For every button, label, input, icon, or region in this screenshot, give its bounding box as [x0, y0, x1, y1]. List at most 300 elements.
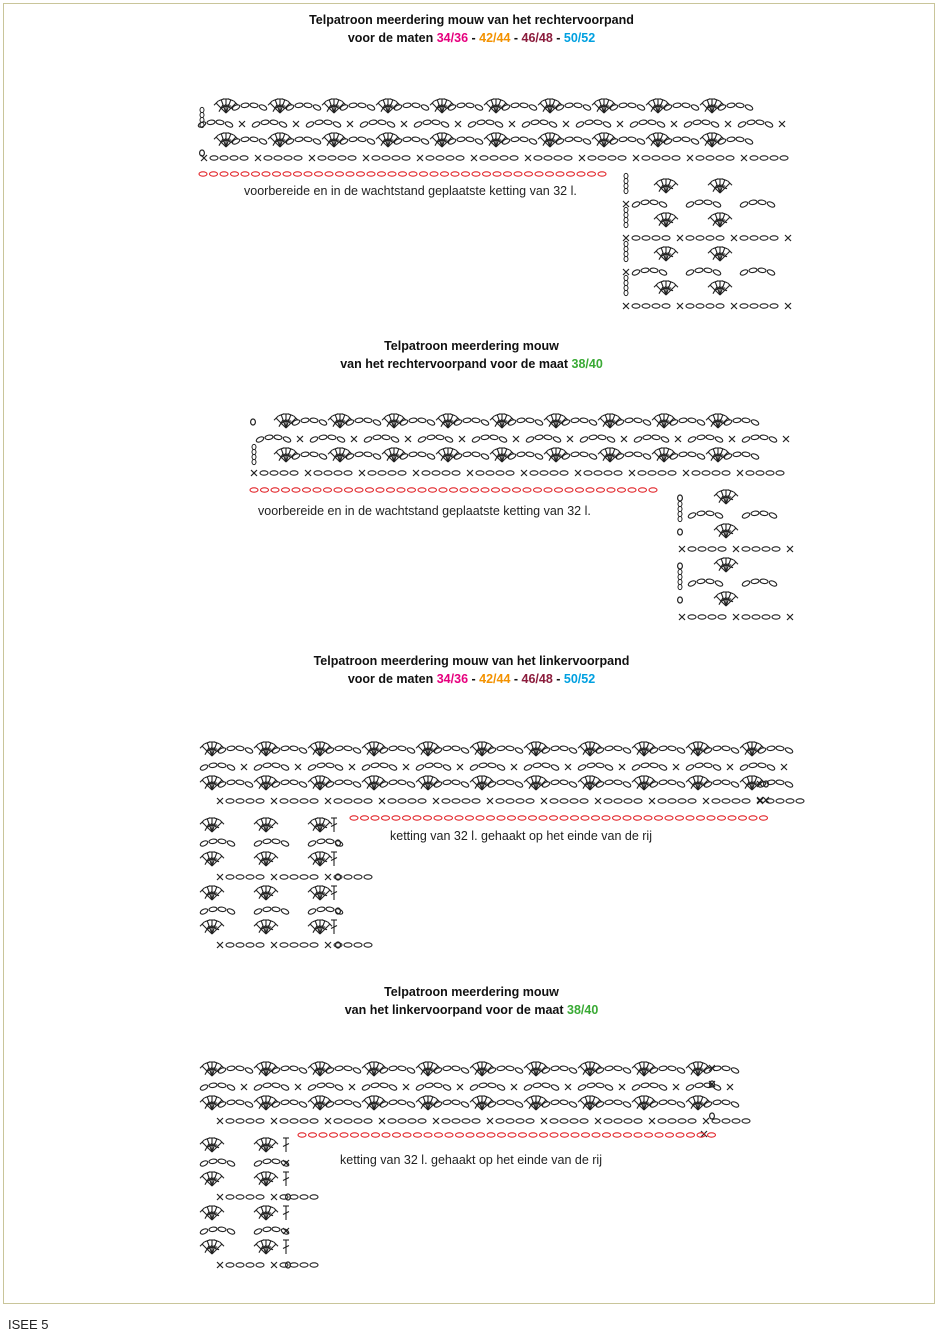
chart1-symbol: [760, 156, 768, 160]
chart2-symbol: [534, 419, 543, 427]
chart4-symbol: [443, 1100, 452, 1106]
chart2-symbol: [571, 452, 580, 458]
chart1-symbol: [231, 104, 240, 112]
chart2-symbol: [687, 436, 696, 444]
chart3-symbol: [413, 816, 421, 820]
chart2-symbol: [399, 419, 408, 427]
chart3-symbol: [325, 781, 334, 789]
chart3-symbol: [281, 746, 290, 752]
chart4-symbol: [424, 1133, 432, 1137]
chart4-symbol: [310, 1263, 318, 1267]
chart2-symbol: [345, 488, 353, 492]
chart1-symbol: [466, 103, 475, 109]
chart3-symbol: [541, 781, 550, 789]
chart1-symbol: [624, 217, 628, 222]
chart3-symbol: [280, 764, 289, 772]
chart2-symbol: [364, 452, 373, 458]
chart1-symbol: [210, 172, 218, 176]
chart3-symbol: [317, 763, 326, 769]
chart1-symbol: [241, 137, 250, 143]
chart2-symbol: [301, 452, 310, 458]
chart2-symbol: [544, 488, 552, 492]
chart2-symbol: [729, 566, 733, 567]
chart1-symbol: [574, 103, 583, 109]
chart4-symbol: [272, 1083, 281, 1089]
chart4-symbol: [497, 1066, 506, 1072]
chart2-symbol: [530, 471, 538, 475]
chart1-symbol: [740, 304, 748, 308]
chart4-symbol: [415, 1084, 424, 1092]
chart1-symbol: [315, 172, 323, 176]
chart1-symbol: [456, 156, 464, 160]
chart1-symbol: [392, 156, 400, 160]
chart2-symbol: [364, 418, 373, 424]
chart1-symbol: [378, 120, 387, 126]
chart2-symbol: [334, 488, 342, 492]
chart1-symbol: [274, 156, 282, 160]
chart3-symbol: [209, 907, 218, 913]
chart4-symbol: [668, 1100, 677, 1106]
chart4-symbol: [310, 1195, 318, 1199]
chart1-symbol: [750, 304, 758, 308]
chart4-symbol: [307, 1084, 316, 1092]
chart1-symbol: [636, 104, 645, 112]
chart1-symbol: [546, 172, 554, 176]
chart1-symbol: [509, 121, 515, 127]
chart4-symbol: [577, 1084, 586, 1092]
chart2-symbol: [260, 471, 268, 475]
chart1-symbol: [624, 256, 628, 261]
chart1-symbol: [378, 172, 386, 176]
chart3-symbol: [418, 799, 426, 803]
chart3-symbol: [749, 763, 758, 769]
chart2-symbol: [708, 615, 716, 619]
chart2-symbol: [324, 488, 332, 492]
chart3-symbol: [344, 875, 352, 879]
chart4-symbol: [209, 1083, 218, 1089]
chart4-symbol: [298, 1101, 307, 1109]
chart1-symbol: [511, 103, 520, 109]
chart4-symbol: [634, 1119, 642, 1123]
chart1-symbol: [555, 104, 564, 112]
chart2-symbol: [586, 488, 594, 492]
chart2-symbol: [560, 471, 568, 475]
chart4-symbol: [371, 1083, 380, 1089]
chart1-symbol: [359, 121, 368, 129]
chart1-symbol: [582, 138, 591, 146]
chart4-symbol: [226, 1263, 234, 1267]
chart2-symbol: [634, 418, 643, 424]
chart1-symbol: [749, 268, 758, 274]
chart2-symbol: [634, 452, 643, 458]
separator: -: [468, 672, 480, 686]
chart4-symbol: [372, 1133, 380, 1137]
chart3-symbol: [307, 840, 316, 848]
chart3-symbol: [310, 799, 318, 803]
chart3-symbol: [280, 799, 288, 803]
chart3-symbol: [712, 764, 721, 772]
chart1-symbol: [528, 104, 537, 112]
chart4-symbol: [434, 1083, 443, 1089]
chart2-symbol: [714, 512, 723, 520]
chart2-symbol: [669, 453, 678, 461]
chart4-symbol: [666, 1133, 674, 1137]
chart1-symbol: [451, 172, 459, 176]
chart3-symbol: [595, 747, 604, 755]
chart4-symbol: [452, 1066, 461, 1072]
chart1-symbol: [363, 155, 369, 161]
size-label-50-52: 50/52: [563, 672, 596, 686]
chart4-symbol: [533, 1083, 542, 1089]
chart1-symbol: [641, 200, 650, 206]
chart3-symbol: [389, 746, 398, 752]
chart4-symbol: [580, 1119, 588, 1123]
chart1-symbol: [633, 155, 639, 161]
chart3-symbol: [718, 816, 726, 820]
chart3-symbol: [350, 816, 358, 820]
chart1-symbol: [304, 172, 312, 176]
chart1-symbol: [739, 269, 748, 277]
chart2-symbol: [618, 488, 626, 492]
chart2-symbol: [766, 471, 774, 475]
chart4-symbol: [634, 1133, 642, 1137]
chart1-symbol: [706, 156, 714, 160]
chart3-symbol: [760, 816, 768, 820]
chart1-symbol: [624, 275, 628, 280]
chart1-symbol: [207, 120, 216, 126]
chart1-symbol: [747, 120, 756, 126]
chart2-symbol: [565, 488, 573, 492]
chart1-symbol: [388, 172, 396, 176]
chart1-symbol: [669, 187, 673, 188]
chart1-symbol: [262, 172, 270, 176]
chart4-symbol: [380, 1083, 389, 1089]
chart1-symbol: [624, 290, 628, 295]
chart1-symbol: [609, 138, 618, 146]
chart4-symbol: [687, 1133, 695, 1137]
chart4-symbol: [398, 1066, 407, 1072]
chart3-symbol: [577, 764, 586, 772]
chart2-symbol: [696, 453, 705, 461]
chart1-symbol: [412, 137, 421, 143]
chart4-symbol: [645, 1133, 653, 1137]
chart2-symbol: [750, 453, 759, 461]
chart3-symbol: [300, 799, 308, 803]
chart4-symbol: [263, 1227, 272, 1233]
chart1-symbol: [693, 120, 702, 126]
chart4-symbol: [269, 1180, 273, 1181]
chart4-symbol: [389, 1066, 398, 1072]
chart3-symbol: [323, 894, 327, 895]
chart1-symbol: [663, 138, 672, 146]
chart4-symbol: [678, 1119, 686, 1123]
chart3-symbol: [551, 746, 560, 752]
chart3-symbol: [587, 763, 596, 769]
chart2-symbol: [502, 488, 510, 492]
chart2-symbol: [678, 584, 682, 589]
chart3-symbol: [649, 747, 658, 755]
chart1-symbol: [231, 138, 240, 146]
chart1-symbol: [624, 241, 628, 246]
chart3-symbol: [623, 816, 631, 820]
chart1-symbol: [736, 137, 745, 143]
chart4-symbol: [477, 1133, 485, 1137]
chart1-symbol: [696, 236, 704, 240]
chart1-symbol: [598, 172, 606, 176]
chart3-symbol: [712, 799, 720, 803]
chart1-symbol: [324, 120, 333, 126]
chart3-symbol: [217, 747, 226, 755]
chart2-symbol: [760, 511, 769, 517]
chart3-symbol: [526, 799, 534, 803]
chart1-symbol: [447, 104, 456, 112]
chart3-symbol: [506, 746, 515, 752]
chart4-symbol: [592, 1133, 600, 1137]
chart1-symbol: [534, 156, 542, 160]
chart3-symbol: [514, 747, 523, 755]
chart1-symbol: [696, 304, 704, 308]
chart3-symbol: [514, 781, 523, 789]
chart4-symbol: [433, 1101, 442, 1109]
chart1-symbol: [624, 280, 628, 285]
chart1-symbol: [501, 138, 510, 146]
chart1-symbol: [564, 156, 572, 160]
chart3-symbol: [487, 781, 496, 789]
chart3-symbol: [713, 780, 722, 786]
chart2-symbol: [292, 488, 300, 492]
chart1-symbol: [725, 121, 731, 127]
chart1-symbol: [717, 138, 726, 146]
chart3-symbol: [533, 763, 542, 769]
chart4-symbol: [703, 1118, 709, 1124]
chart2-symbol: [678, 579, 682, 584]
separator: -: [510, 31, 522, 45]
chart4-symbol: [335, 1066, 344, 1072]
chart3-symbol: [352, 781, 361, 789]
chart3-symbol: [676, 816, 684, 820]
chart4-symbol: [442, 1119, 450, 1123]
chart4-symbol: [560, 1066, 569, 1072]
chart2-symbol: [668, 471, 676, 475]
chart3-symbol: [269, 928, 273, 929]
chart2-symbol: [409, 452, 418, 458]
chart2-symbol: [752, 615, 760, 619]
chart2-symbol: [760, 579, 769, 585]
chart4-symbol: [685, 1084, 694, 1092]
chart1-symbol: [417, 155, 423, 161]
chart4-title-prefix: van het linkervoorpand voor de maat: [344, 1003, 567, 1017]
chart2-symbol: [729, 498, 733, 499]
separator: -: [468, 31, 480, 45]
chart3-symbol: [658, 764, 667, 772]
chart4-symbol: [272, 1159, 281, 1165]
chart1-symbol: [240, 156, 248, 160]
chart1-symbol: [386, 121, 395, 129]
chart1-symbol: [318, 156, 326, 160]
chart3-symbol: [226, 908, 235, 916]
chart2-symbol: [426, 419, 435, 427]
chart3-symbol: [443, 746, 452, 752]
chart1-symbol: [623, 303, 629, 309]
chart3-symbol: [551, 780, 560, 786]
chart1-symbol: [585, 120, 594, 126]
chart2-symbol: [372, 453, 381, 461]
chart2-symbol: [413, 470, 419, 476]
chart2-symbol: [714, 436, 723, 444]
chart4-symbol: [244, 1101, 253, 1109]
chart2-symbol: [535, 435, 544, 441]
chart3-title-line2: [0, 670, 943, 688]
chart4-symbol: [456, 1133, 464, 1137]
chart1-symbol: [273, 172, 281, 176]
chart4-symbol: [605, 1100, 614, 1106]
chart4-symbol: [519, 1133, 527, 1137]
chart3-symbol: [571, 816, 579, 820]
chart2-symbol: [345, 419, 354, 427]
chart4-symbol: [300, 1119, 308, 1123]
chart1-symbol: [447, 138, 456, 146]
chart4-symbol: [582, 1133, 590, 1137]
chart1-symbol: [682, 137, 691, 143]
chart1-symbol: [766, 201, 775, 209]
chart3-symbol: [281, 780, 290, 786]
chart3-symbol: [550, 799, 558, 803]
chart2-symbol: [678, 495, 683, 501]
chart2-symbol: [633, 436, 642, 444]
size-label-34-36: 34/36: [436, 31, 469, 45]
chart3-symbol: [508, 816, 516, 820]
chart3-symbol: [263, 839, 272, 845]
chart3-symbol: [364, 875, 372, 879]
chart1-symbol: [716, 156, 724, 160]
chart2-symbol: [408, 488, 416, 492]
chart1-symbol: [285, 138, 294, 146]
chart3-symbol: [379, 798, 385, 804]
chart3-symbol: [424, 816, 432, 820]
chart4-symbol: [649, 1067, 658, 1075]
chart2-symbol: [678, 511, 682, 516]
chart1-symbol: [477, 120, 486, 126]
chart1-symbol: [588, 172, 596, 176]
chart3-symbol: [487, 747, 496, 755]
chart4-symbol: [217, 1262, 223, 1268]
chart3-symbol: [349, 764, 355, 770]
chart1-symbol: [305, 121, 314, 129]
chart4-symbol: [676, 1133, 684, 1137]
chart1-symbol: [624, 212, 628, 217]
chart3-symbol: [215, 826, 219, 827]
chart4-symbol: [271, 1194, 277, 1200]
chart2-note: voorbereide en in de wachtstand geplaatste ketting van 32 l.: [258, 504, 591, 518]
chart4-symbol: [406, 1067, 415, 1075]
chart1-symbol: [669, 255, 673, 256]
chart3-symbol: [604, 764, 613, 772]
chart3-symbol: [614, 799, 622, 803]
chart1-symbol: [685, 269, 694, 277]
chart3-symbol: [434, 763, 443, 769]
chart3-symbol: [389, 780, 398, 786]
chart1-symbol: [295, 103, 304, 109]
chart2-symbol: [679, 614, 685, 620]
chart3-symbol: [236, 746, 245, 752]
chart3-symbol: [271, 747, 280, 755]
chart4-symbol: [269, 1248, 273, 1249]
chart1-title-line1: Telpatroon meerdering mouw van het rechtervoorpand: [309, 13, 634, 27]
chart1-symbol: [471, 155, 477, 161]
chart3-symbol: [199, 764, 208, 772]
chart1-symbol: [574, 137, 583, 143]
chart3-symbol: [217, 798, 223, 804]
chart3-symbol: [506, 780, 515, 786]
separator: -: [510, 672, 522, 686]
chart1-symbol: [241, 103, 250, 109]
chart3-symbol: [272, 763, 281, 769]
chart2-symbol: [444, 436, 453, 444]
chart4-symbol: [236, 1263, 244, 1267]
chart3-symbol: [388, 764, 397, 772]
chart4-symbol: [325, 1101, 334, 1109]
chart1-symbol: [652, 156, 660, 160]
chart4-symbol: [269, 1146, 273, 1147]
chart4-symbol: [550, 1133, 558, 1137]
chart3-symbol: [253, 908, 262, 916]
chart4-symbol: [587, 1083, 596, 1089]
chart1-symbol: [270, 120, 279, 126]
chart2-symbol: [418, 452, 427, 458]
chart2-symbol: [373, 435, 382, 441]
chart3-symbol: [604, 799, 612, 803]
chart2-symbol: [723, 453, 732, 461]
chart2-symbol: [669, 419, 678, 427]
chart4-symbol: [442, 1084, 451, 1092]
chart2-symbol: [752, 547, 760, 551]
chart2-symbol: [579, 436, 588, 444]
chart4-symbol: [215, 1248, 219, 1249]
chart1-symbol: [348, 156, 356, 160]
chart2-symbol: [387, 488, 395, 492]
chart4-symbol: [403, 1084, 409, 1090]
chart3-symbol: [199, 908, 208, 916]
chart1-symbol: [258, 138, 267, 146]
chart3-symbol: [269, 894, 273, 895]
chart3-symbol: [487, 798, 493, 804]
chart4-symbol: [271, 1101, 280, 1109]
chart3-symbol: [605, 746, 614, 752]
chart3-symbol: [218, 839, 227, 845]
chart3-title-line1: Telpatroon meerdering mouw van het linkervoorpand: [313, 654, 630, 668]
chart1-symbol: [624, 207, 628, 212]
chart1-symbol: [466, 137, 475, 143]
chart3-symbol: [344, 943, 352, 947]
chart3-symbol: [757, 797, 763, 803]
chart3-symbol: [742, 799, 750, 803]
chart1-symbol: [455, 121, 461, 127]
chart1-symbol: [658, 269, 667, 277]
chart3-symbol: [256, 799, 264, 803]
chart4-symbol: [560, 1119, 568, 1123]
chart1-symbol: [623, 235, 629, 241]
chart3-symbol: [727, 764, 733, 770]
chart1-symbol: [393, 104, 402, 112]
chart4-symbol: [550, 1084, 559, 1092]
chart1-symbol: [686, 304, 694, 308]
size-label-38-40: 38/40: [571, 357, 603, 371]
chart1-symbol: [420, 104, 429, 112]
chart1-symbol: [662, 156, 670, 160]
chart4-symbol: [298, 1067, 307, 1075]
chart3-symbol: [665, 816, 673, 820]
chart3-symbol: [280, 875, 288, 879]
